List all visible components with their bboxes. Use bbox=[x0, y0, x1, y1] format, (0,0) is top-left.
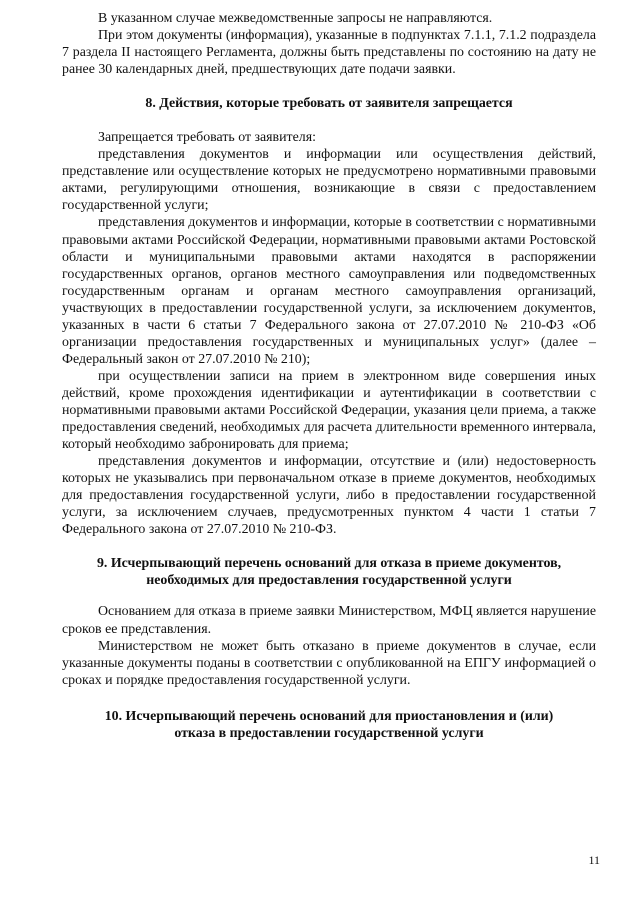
section-9-heading-line-2: необходимых для предоставления государственной услуги bbox=[146, 573, 512, 589]
paragraph: При этом документы (информация), указанные в подпунктах 7.1.1, 7.1.2 подраздела 7 раздела II настоящего Регламента, должны быть представлены по состоянию на дату не ранее 30 календарных дней, предшествующих дате подачи заявки. bbox=[62, 28, 596, 78]
paragraph: представления документов и информации или осуществления действий, представление или осуществление которых не предусмотрено нормативными правовыми актами, регулирующими отношения, возникающие в связи с предоставлением государственной услуги; bbox=[62, 147, 596, 214]
section-8-heading: 8. Действия, которые требовать от заявителя запрещается bbox=[145, 96, 513, 112]
paragraph: Министерством не может быть отказано в приеме документов в случае, если указанные документы поданы в соответствии с опубликованной на ЕПГУ информацией о сроках и порядке предоставления государственной услуги. bbox=[62, 638, 596, 688]
page-number: 11 bbox=[588, 853, 600, 867]
paragraph: при осуществлении записи на прием в электронном виде совершения иных действий, кроме прохождения идентификации и аутентификации в соответствии с нормативными правовыми актами Российской Федерации, указания цели приема, а также предоставления сведений, необходимых для расчета длительности временного интервала, который необходимо забронировать для приема; bbox=[62, 368, 596, 453]
paragraph: В указанном случае межведомственные запросы не направляются. bbox=[98, 11, 493, 26]
paragraph: Основанием для отказа в приеме заявки Министерством, МФЦ является нарушение сроков ее представления. bbox=[62, 604, 596, 637]
section-9-heading bbox=[62, 555, 596, 589]
section-9-heading-line-1: 9. Исчерпывающий перечень оснований для отказа в приеме документов, bbox=[96, 556, 562, 572]
paragraph: представления документов и информации, которые в соответствии с нормативными правовыми актами Российской Федерации, нормативными правовыми актами Ростовской области и муниципальными правовыми актами находятся в распоряжении государственных органов, органов местного самоуправления или подведомственных государственным органам и органам местного самоуправления организаций, участвующих в предоставлении государственной услуги, за исключением документов, указанных в части 6 статьи 7 Федерального закона от 27.07.2010 № 210-ФЗ «Об организации предоставления государственных и муниципальных услуг» (далее – Федеральный закон от 27.07.2010 № 210); bbox=[62, 215, 596, 367]
document-page bbox=[62, 10, 596, 742]
section-10-heading-line-2: отказа в предоставлении государственной услуги bbox=[174, 725, 484, 741]
paragraph: Запрещается требовать от заявителя: bbox=[98, 130, 316, 146]
section-10-heading-line-1: 10. Исчерпывающий перечень оснований для приостановления и (или) bbox=[104, 708, 554, 724]
section-10-heading bbox=[62, 708, 596, 742]
paragraph: представления документов и информации, отсутствие и (или) недостоверность которых не указывались при первоначальном отказе в приеме документов, необходимых для предоставления государственной услуги, либо в предоставлении государственной услуги, за исключением случаев, предусмотренных пунктом 4 части 1 статьи 7 Федерального закона от 27.07.2010 № 210-ФЗ. bbox=[62, 454, 596, 538]
